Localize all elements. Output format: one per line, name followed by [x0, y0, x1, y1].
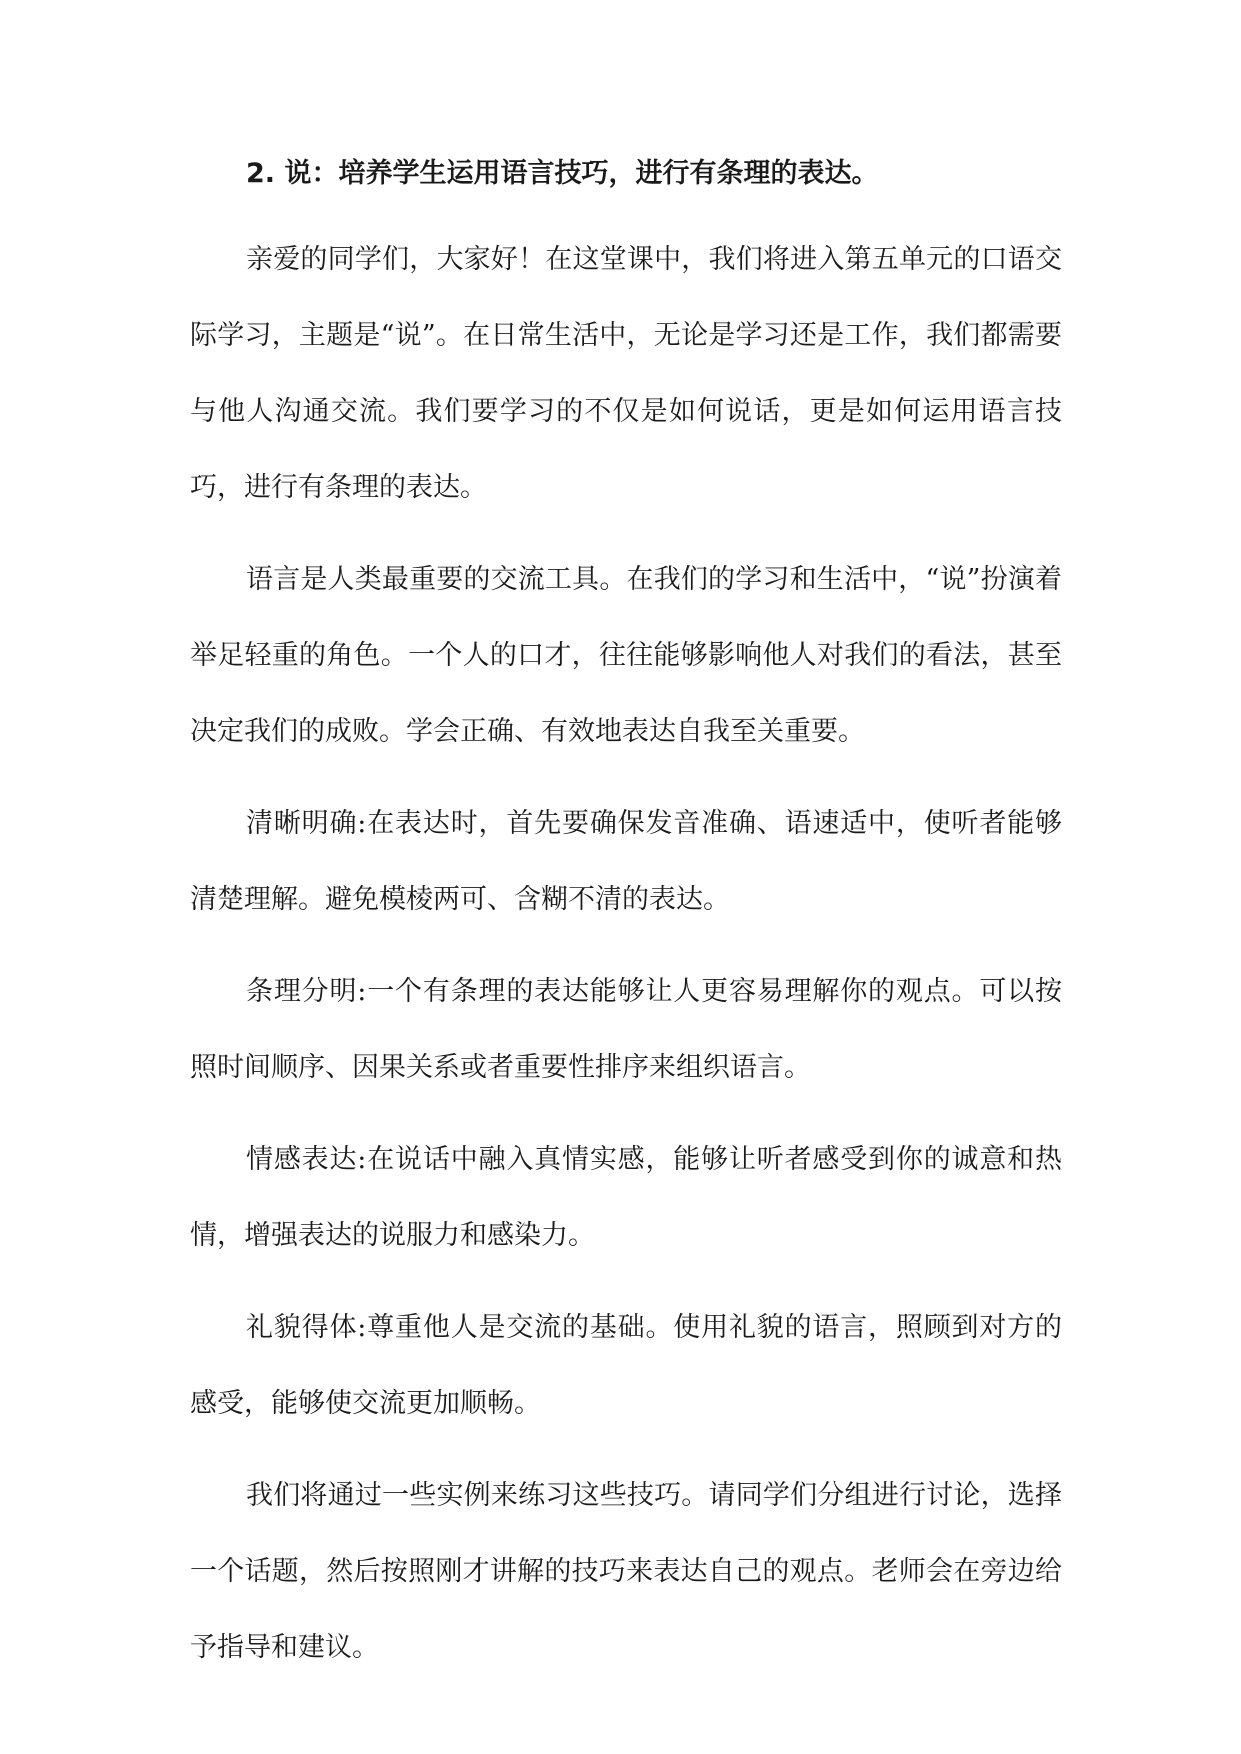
tip-clarity — [190, 786, 1062, 938]
tip-structure — [190, 954, 1062, 1106]
tip-text: 一个有条理的表达能够让人更容易理解你的观点。可以按照时间顺序、因果关系或者重要性排序来组织语言。 — [190, 976, 1063, 1083]
section-heading: 2. 说：培养学生运用语言技巧，进行有条理的表达。 — [246, 158, 879, 189]
tip-text: 在说话中融入真情实感，能够让听者感受到你的诚意和热情，增强表达的说服力和感染力。 — [190, 1144, 1063, 1251]
tip-label: 清晰明确: — [246, 808, 367, 839]
intro-paragraph: 亲爱的同学们，大家好！在这堂课中，我们将进入第五单元的口语交际学习，主题是“说”。在日常生活中，无论是学习还是工作，我们都需要与他人沟通交流。我们要学习的不仅是如何说话，更是如何运用语言技巧，进行有条理的表达。 — [190, 244, 1062, 503]
closing-paragraph: 我们将通过一些实例来练习这些技巧。请同学们分组进行讨论，选择一个话题，然后按照刚才讲解的技巧来表达自己的观点。老师会在旁边给予指导和建议。 — [190, 1480, 1062, 1663]
document-body — [190, 148, 1062, 1702]
tip-label: 礼貌得体: — [246, 1312, 367, 1343]
importance-paragraph: 语言是人类最重要的交流工具。在我们的学习和生活中，“说”扮演着举足轻重的角色。一个人的口才，往往能够影响他人对我们的看法，甚至决定我们的成败。学会正确、有效地表达自我至关重要。 — [190, 564, 1062, 747]
tip-text: 尊重他人是交流的基础。使用礼貌的语言，照顾到对方的感受，能够使交流更加顺畅。 — [190, 1312, 1063, 1419]
tip-text: 在表达时，首先要确保发音准确、语速适中，使听者能够清楚理解。避免模棱两可、含糊不清的表达。 — [190, 808, 1063, 915]
tip-emotion — [190, 1122, 1062, 1274]
tip-politeness — [190, 1290, 1062, 1442]
tip-label: 情感表达: — [246, 1144, 367, 1175]
tip-label: 条理分明: — [246, 976, 367, 1007]
